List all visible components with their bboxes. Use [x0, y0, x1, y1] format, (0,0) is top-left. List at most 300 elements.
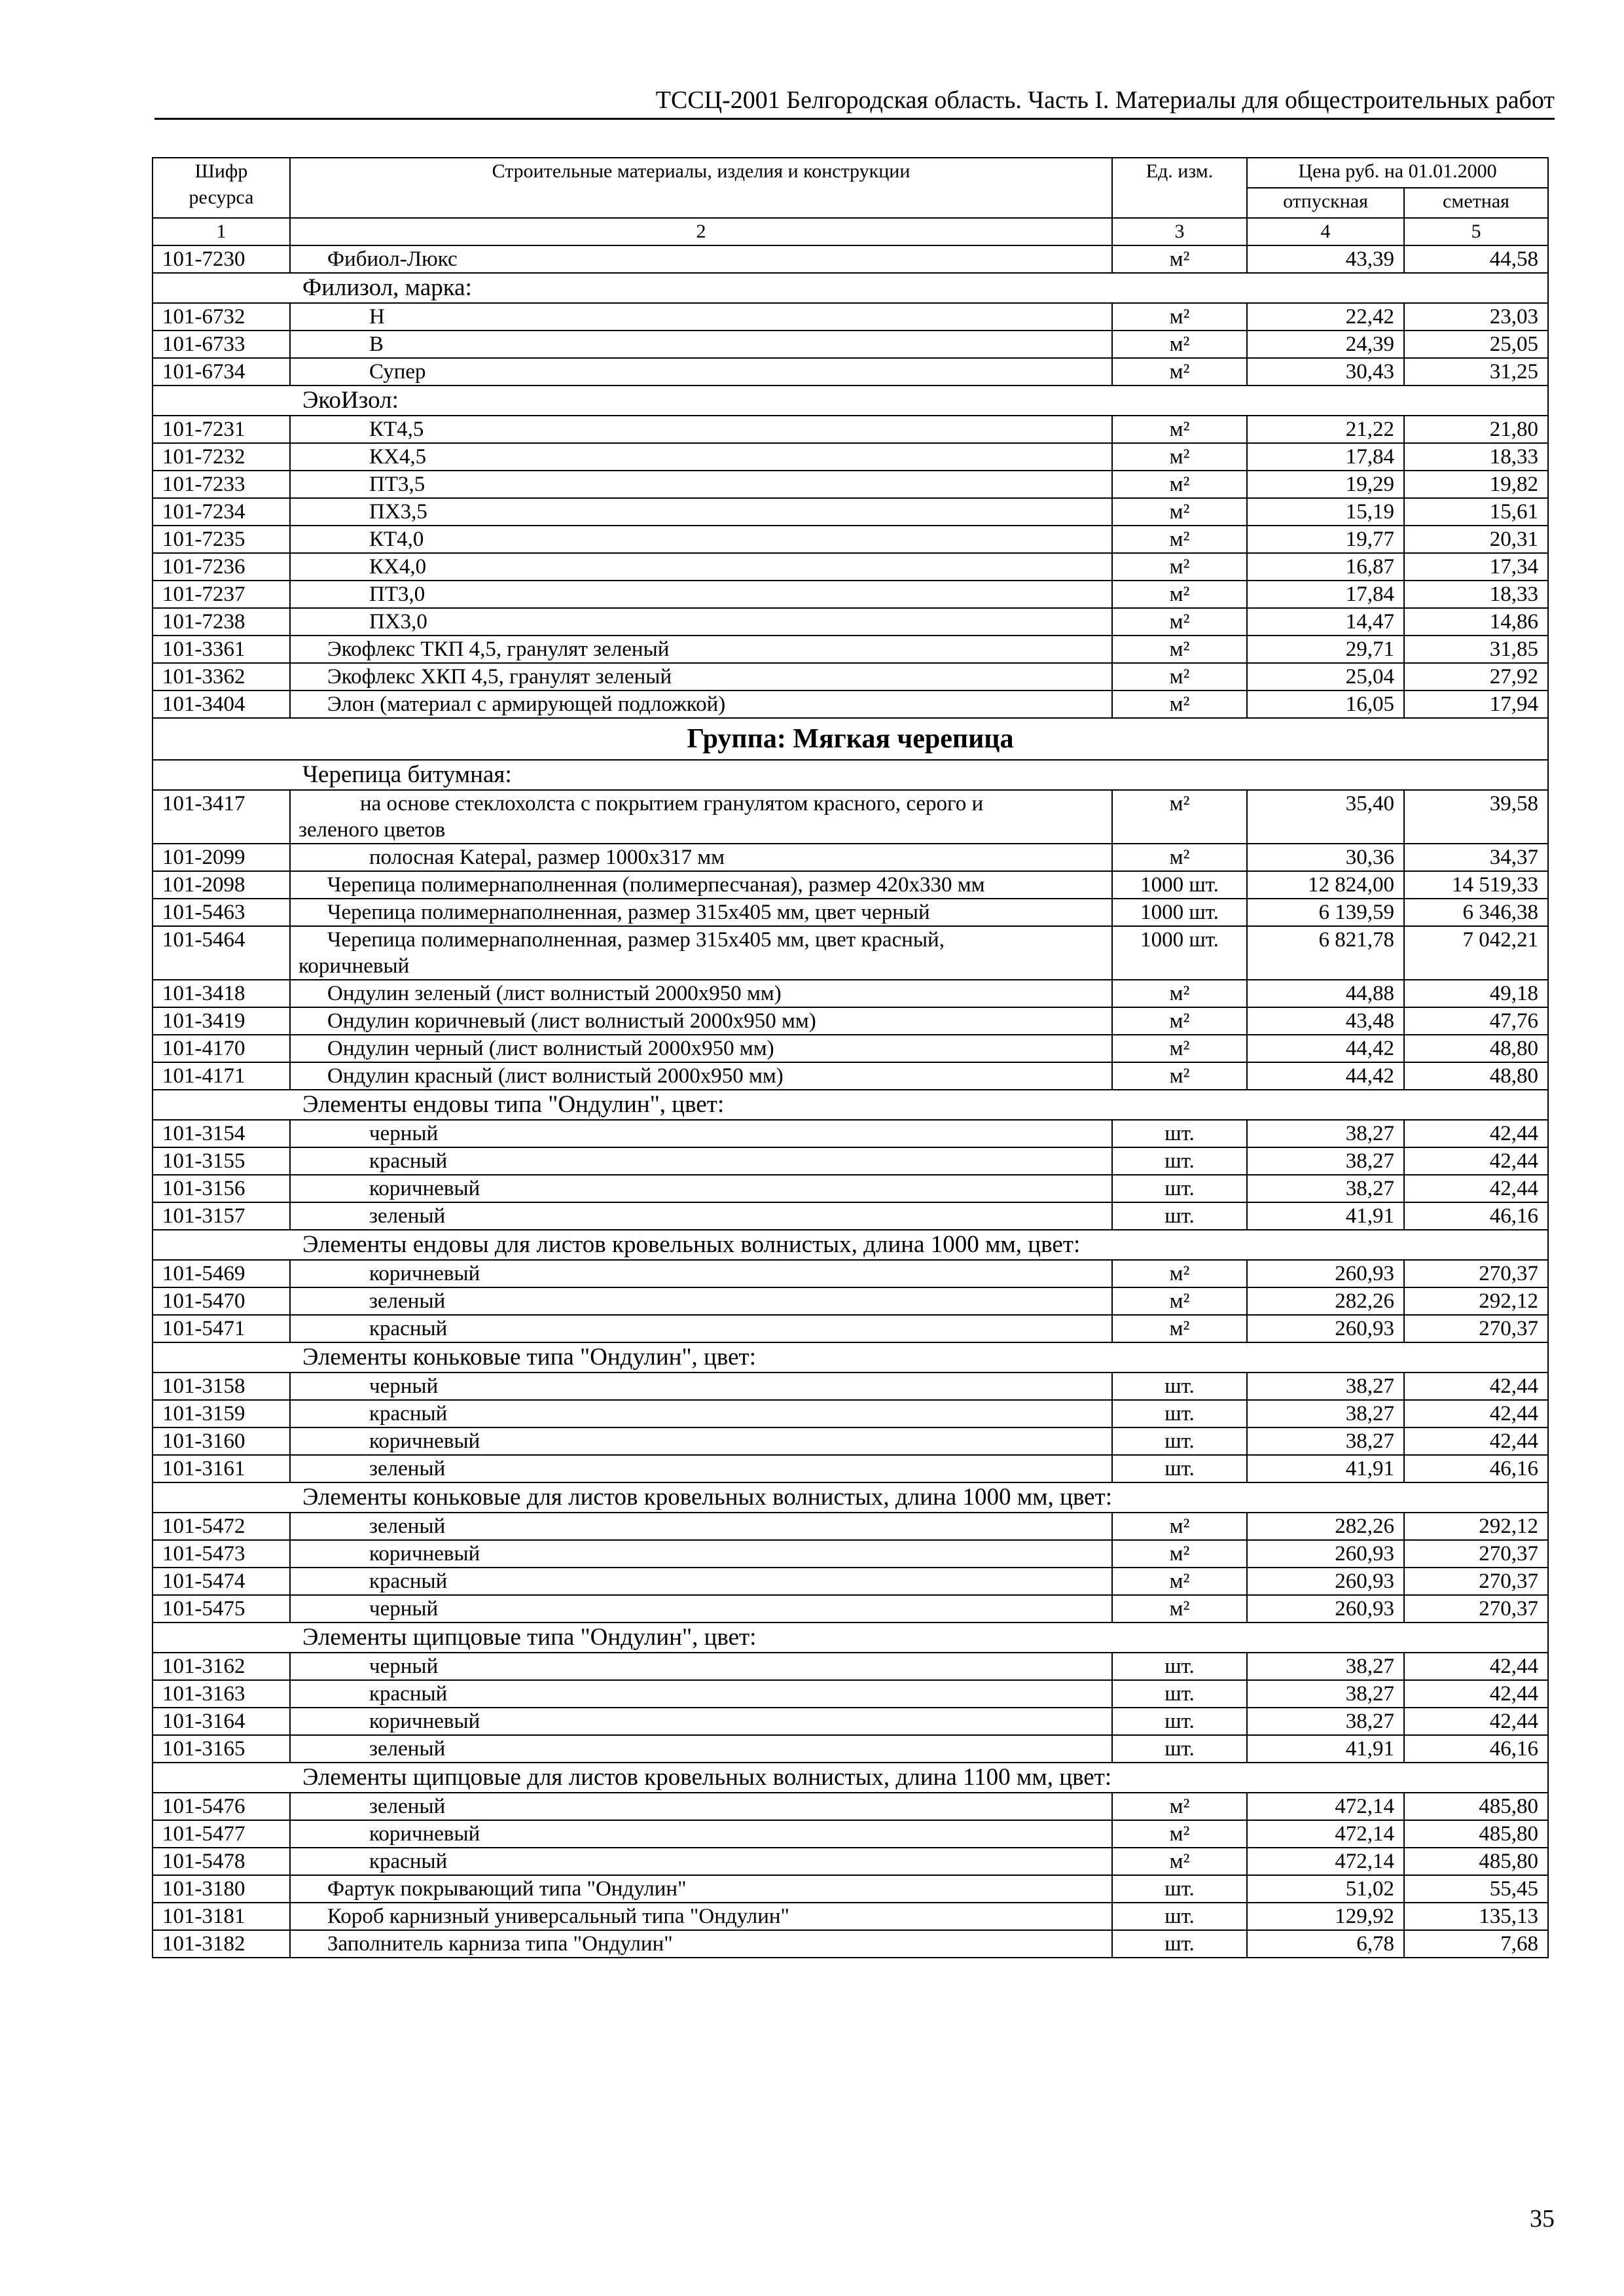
- material-name: Фартук покрывающий типа "Ондулин": [290, 1875, 1112, 1903]
- table-row: [153, 1260, 1548, 1287]
- resource-code: 101-3159: [153, 1400, 290, 1427]
- material-name: Н: [290, 303, 1112, 331]
- table-row: [153, 1540, 1548, 1568]
- material-name-line: коричневый: [298, 954, 410, 978]
- resource-code: 101-5472: [153, 1513, 290, 1540]
- material-name: красный: [290, 1400, 1112, 1427]
- price-estimate: 25,05: [1404, 331, 1548, 358]
- price-estimate: 42,44: [1404, 1175, 1548, 1202]
- material-name: КТ4,5: [290, 416, 1112, 443]
- resource-code: 101-7230: [153, 245, 290, 273]
- material-name: Супер: [290, 358, 1112, 386]
- material-name: зеленый: [290, 1455, 1112, 1482]
- resource-code: 101-5478: [153, 1848, 290, 1875]
- price-estimate: 18,33: [1404, 581, 1548, 608]
- table-row: [153, 1848, 1548, 1875]
- material-name: коричневый: [290, 1175, 1112, 1202]
- price-estimate: 14,86: [1404, 608, 1548, 636]
- material-name: красный: [290, 1568, 1112, 1595]
- resource-code: 101-4171: [153, 1062, 290, 1090]
- material-name-line: зеленого цветов: [298, 818, 446, 842]
- unit-of-measure: м²: [1112, 471, 1247, 498]
- price-estimate: 47,76: [1404, 1007, 1548, 1035]
- table-row: [153, 1315, 1548, 1342]
- price-estimate: 17,94: [1404, 691, 1548, 718]
- table-row: [153, 636, 1548, 663]
- resource-code: 101-3156: [153, 1175, 290, 1202]
- material-name: Короб карнизный универсальный типа "Ондулин": [290, 1903, 1112, 1930]
- material-name: коричневый: [290, 1427, 1112, 1455]
- unit-of-measure: шт.: [1112, 1147, 1247, 1175]
- material-name: Черепица полимернаполненная, размер 315х405 мм, цвет черный: [290, 899, 1112, 926]
- price-estimate: 31,25: [1404, 358, 1548, 386]
- resource-code: 101-6732: [153, 303, 290, 331]
- resource-code: 101-3181: [153, 1903, 290, 1930]
- price-estimate: 18,33: [1404, 443, 1548, 471]
- unit-of-measure: шт.: [1112, 1202, 1247, 1230]
- price-release: 38,27: [1247, 1653, 1404, 1680]
- price-estimate: 55,45: [1404, 1875, 1548, 1903]
- material-name: коричневый: [290, 1820, 1112, 1848]
- table-row: [153, 1427, 1548, 1455]
- price-estimate: 42,44: [1404, 1708, 1548, 1735]
- material-name: ПХ3,5: [290, 498, 1112, 526]
- material-name: Экофлекс ХКП 4,5, гранулят зеленый: [290, 663, 1112, 691]
- price-estimate: 485,80: [1404, 1820, 1548, 1848]
- resource-code: 101-3165: [153, 1735, 290, 1763]
- resource-code: 101-3158: [153, 1372, 290, 1400]
- resource-code: 101-3161: [153, 1455, 290, 1482]
- material-name: КХ4,0: [290, 553, 1112, 581]
- material-name: [290, 790, 1112, 844]
- material-name: Черепица полимернаполненная (полимерпесчаная), размер 420х330 мм: [290, 871, 1112, 899]
- price-release: 38,27: [1247, 1120, 1404, 1147]
- page-number: 35: [1530, 2205, 1555, 2233]
- resource-code: 101-3162: [153, 1653, 290, 1680]
- section-heading: Элементы коньковые типа "Ондулин", цвет:: [153, 1342, 1548, 1372]
- price-estimate: 7 042,21: [1404, 926, 1548, 980]
- section-heading: Элементы ендовы для листов кровельных волнистых, длина 1000 мм, цвет:: [153, 1230, 1548, 1260]
- section-heading-row: [153, 273, 1548, 303]
- price-estimate: 292,12: [1404, 1287, 1548, 1315]
- table-row: [153, 1708, 1548, 1735]
- table-row: [153, 1372, 1548, 1400]
- header-price-release: отпускная: [1247, 188, 1404, 218]
- table-row: [153, 1513, 1548, 1540]
- resource-code: 101-5476: [153, 1793, 290, 1820]
- material-name: черный: [290, 1372, 1112, 1400]
- price-release: 41,91: [1247, 1455, 1404, 1482]
- unit-of-measure: шт.: [1112, 1427, 1247, 1455]
- resource-code: 101-2099: [153, 844, 290, 871]
- resource-code: 101-7232: [153, 443, 290, 471]
- material-name: полосная Katepal, размер 1000х317 мм: [290, 844, 1112, 871]
- price-estimate: 42,44: [1404, 1427, 1548, 1455]
- price-release: 38,27: [1247, 1400, 1404, 1427]
- price-release: 260,93: [1247, 1568, 1404, 1595]
- resource-code: 101-7238: [153, 608, 290, 636]
- unit-of-measure: м²: [1112, 1007, 1247, 1035]
- price-release: 38,27: [1247, 1427, 1404, 1455]
- price-release: 472,14: [1247, 1820, 1404, 1848]
- price-estimate: 42,44: [1404, 1372, 1548, 1400]
- material-name: Ондулин черный (лист волнистый 2000х950 мм): [290, 1035, 1112, 1062]
- material-name: красный: [290, 1147, 1112, 1175]
- price-release: 38,27: [1247, 1147, 1404, 1175]
- price-estimate: 19,82: [1404, 471, 1548, 498]
- price-release: 472,14: [1247, 1848, 1404, 1875]
- price-release: 22,42: [1247, 303, 1404, 331]
- price-estimate: 6 346,38: [1404, 899, 1548, 926]
- section-heading: Элементы щипцовые для листов кровельных волнистых, длина 1100 мм, цвет:: [153, 1763, 1548, 1793]
- table-row: [153, 1120, 1548, 1147]
- table-row: [153, 608, 1548, 636]
- header-name: Строительные материалы, изделия и конструкции: [290, 158, 1112, 218]
- unit-of-measure: шт.: [1112, 1175, 1247, 1202]
- price-release: 12 824,00: [1247, 871, 1404, 899]
- section-heading-row: [153, 1623, 1548, 1653]
- table-row: [153, 871, 1548, 899]
- material-name: Элон (материал с армирующей подложкой): [290, 691, 1112, 718]
- section-heading-row: [153, 1342, 1548, 1372]
- unit-of-measure: м²: [1112, 1035, 1247, 1062]
- table-row: [153, 553, 1548, 581]
- price-release: 6 821,78: [1247, 926, 1404, 980]
- unit-of-measure: шт.: [1112, 1930, 1247, 1958]
- section-heading: Филизол, марка:: [153, 273, 1548, 303]
- price-release: 24,39: [1247, 331, 1404, 358]
- section-heading-row: [153, 1482, 1548, 1513]
- price-release: 44,42: [1247, 1035, 1404, 1062]
- price-estimate: 23,03: [1404, 303, 1548, 331]
- table-row: [153, 526, 1548, 553]
- table-row: [153, 844, 1548, 871]
- price-release: 38,27: [1247, 1708, 1404, 1735]
- price-estimate: 270,37: [1404, 1595, 1548, 1623]
- unit-of-measure: м²: [1112, 245, 1247, 273]
- price-release: 21,22: [1247, 416, 1404, 443]
- table-row: [153, 790, 1548, 844]
- table-row: [153, 1680, 1548, 1708]
- unit-of-measure: шт.: [1112, 1120, 1247, 1147]
- header-price-estimate: сметная: [1404, 188, 1548, 218]
- price-release: 35,40: [1247, 790, 1404, 844]
- unit-of-measure: м²: [1112, 303, 1247, 331]
- material-name: зеленый: [290, 1513, 1112, 1540]
- price-release: 41,91: [1247, 1202, 1404, 1230]
- price-estimate: 17,34: [1404, 553, 1548, 581]
- resource-code: 101-3418: [153, 980, 290, 1007]
- group-heading-row: [153, 718, 1548, 760]
- unit-of-measure: м²: [1112, 608, 1247, 636]
- section-heading-row: [153, 1230, 1548, 1260]
- material-name: красный: [290, 1315, 1112, 1342]
- unit-of-measure: м²: [1112, 1062, 1247, 1090]
- price-release: 14,47: [1247, 608, 1404, 636]
- material-name: Экофлекс ТКП 4,5, гранулят зеленый: [290, 636, 1112, 663]
- table-row: [153, 980, 1548, 1007]
- price-release: 41,91: [1247, 1735, 1404, 1763]
- resource-code: 101-7235: [153, 526, 290, 553]
- table-row: [153, 416, 1548, 443]
- unit-of-measure: м²: [1112, 553, 1247, 581]
- unit-of-measure: м²: [1112, 1287, 1247, 1315]
- unit-of-measure: 1000 шт.: [1112, 871, 1247, 899]
- table-row: [153, 1147, 1548, 1175]
- header-price: Цена руб. на 01.01.2000: [1247, 158, 1548, 188]
- unit-of-measure: м²: [1112, 498, 1247, 526]
- material-name-line: на основе стеклохолста с покрытием гранулятом красного, серого и: [360, 792, 984, 816]
- unit-of-measure: м²: [1112, 1540, 1247, 1568]
- table-row: [153, 1035, 1548, 1062]
- unit-of-measure: м²: [1112, 1568, 1247, 1595]
- table-row: [153, 1903, 1548, 1930]
- table-row: [153, 1653, 1548, 1680]
- section-heading-row: [153, 1763, 1548, 1793]
- unit-of-measure: 1000 шт.: [1112, 926, 1247, 980]
- resource-code: 101-3362: [153, 663, 290, 691]
- price-estimate: 270,37: [1404, 1260, 1548, 1287]
- column-number: 2: [290, 218, 1112, 245]
- price-release: 25,04: [1247, 663, 1404, 691]
- price-estimate: 270,37: [1404, 1540, 1548, 1568]
- price-estimate: 485,80: [1404, 1793, 1548, 1820]
- resource-code: 101-5463: [153, 899, 290, 926]
- resource-code: 101-5470: [153, 1287, 290, 1315]
- price-release: 6 139,59: [1247, 899, 1404, 926]
- price-estimate: 46,16: [1404, 1735, 1548, 1763]
- material-name: [290, 926, 1112, 980]
- material-name: Ондулин коричневый (лист волнистый 2000х950 мм): [290, 1007, 1112, 1035]
- price-release: 43,39: [1247, 245, 1404, 273]
- resource-code: 101-7236: [153, 553, 290, 581]
- column-numbers-row: [153, 218, 1548, 245]
- unit-of-measure: м²: [1112, 790, 1247, 844]
- material-name: черный: [290, 1595, 1112, 1623]
- table-row: [153, 691, 1548, 718]
- unit-of-measure: м²: [1112, 691, 1247, 718]
- price-release: 30,43: [1247, 358, 1404, 386]
- unit-of-measure: шт.: [1112, 1400, 1247, 1427]
- price-release: 282,26: [1247, 1513, 1404, 1540]
- price-release: 51,02: [1247, 1875, 1404, 1903]
- price-estimate: 27,92: [1404, 663, 1548, 691]
- resource-code: 101-7237: [153, 581, 290, 608]
- price-table: [152, 157, 1549, 1958]
- price-release: 38,27: [1247, 1372, 1404, 1400]
- price-estimate: 48,80: [1404, 1035, 1548, 1062]
- unit-of-measure: м²: [1112, 636, 1247, 663]
- table-row: [153, 1875, 1548, 1903]
- unit-of-measure: шт.: [1112, 1680, 1247, 1708]
- group-heading: Группа: Мягкая черепица: [153, 718, 1548, 760]
- resource-code: 101-3417: [153, 790, 290, 844]
- table-row: [153, 443, 1548, 471]
- price-release: 472,14: [1247, 1793, 1404, 1820]
- table-row: [153, 1793, 1548, 1820]
- column-number: 4: [1247, 218, 1404, 245]
- price-release: 6,78: [1247, 1930, 1404, 1958]
- resource-code: 101-3155: [153, 1147, 290, 1175]
- unit-of-measure: м²: [1112, 1513, 1247, 1540]
- table-row: [153, 498, 1548, 526]
- price-estimate: 21,80: [1404, 416, 1548, 443]
- price-estimate: 42,44: [1404, 1400, 1548, 1427]
- table-header: [153, 158, 1548, 245]
- material-name: красный: [290, 1848, 1112, 1875]
- unit-of-measure: шт.: [1112, 1455, 1247, 1482]
- unit-of-measure: м²: [1112, 1260, 1247, 1287]
- resource-code: 101-2098: [153, 871, 290, 899]
- table-row: [153, 245, 1548, 273]
- price-release: 17,84: [1247, 581, 1404, 608]
- resource-code: 101-3404: [153, 691, 290, 718]
- column-number: 3: [1112, 218, 1247, 245]
- unit-of-measure: м²: [1112, 581, 1247, 608]
- table-row: [153, 1287, 1548, 1315]
- resource-code: 101-3154: [153, 1120, 290, 1147]
- table-row: [153, 926, 1548, 980]
- unit-of-measure: м²: [1112, 1848, 1247, 1875]
- section-heading: Элементы щипцовые типа "Ондулин", цвет:: [153, 1623, 1548, 1653]
- table-row: [153, 1568, 1548, 1595]
- material-name: зеленый: [290, 1735, 1112, 1763]
- price-release: 19,29: [1247, 471, 1404, 498]
- section-heading-row: [153, 760, 1548, 790]
- resource-code: 101-5473: [153, 1540, 290, 1568]
- price-release: 43,48: [1247, 1007, 1404, 1035]
- price-release: 282,26: [1247, 1287, 1404, 1315]
- material-name: зеленый: [290, 1202, 1112, 1230]
- resource-code: 101-3160: [153, 1427, 290, 1455]
- table-row: [153, 331, 1548, 358]
- material-name-line: Черепица полимернаполненная, размер 315х405 мм, цвет красный,: [327, 928, 945, 952]
- table-row: [153, 1400, 1548, 1427]
- price-release: 260,93: [1247, 1540, 1404, 1568]
- material-name: ПТ3,0: [290, 581, 1112, 608]
- price-release: 29,71: [1247, 636, 1404, 663]
- section-heading: Элементы ендовы типа "Ондулин", цвет:: [153, 1090, 1548, 1120]
- unit-of-measure: м²: [1112, 443, 1247, 471]
- price-estimate: 39,58: [1404, 790, 1548, 844]
- price-estimate: 46,16: [1404, 1202, 1548, 1230]
- resource-code: 101-4170: [153, 1035, 290, 1062]
- resource-code: 101-5464: [153, 926, 290, 980]
- unit-of-measure: шт.: [1112, 1735, 1247, 1763]
- price-release: 16,87: [1247, 553, 1404, 581]
- material-name: черный: [290, 1120, 1112, 1147]
- unit-of-measure: м²: [1112, 1595, 1247, 1623]
- resource-code: 101-5471: [153, 1315, 290, 1342]
- price-release: 16,05: [1247, 691, 1404, 718]
- material-name: ПТ3,5: [290, 471, 1112, 498]
- price-estimate: 34,37: [1404, 844, 1548, 871]
- unit-of-measure: м²: [1112, 1793, 1247, 1820]
- price-estimate: 270,37: [1404, 1568, 1548, 1595]
- price-estimate: 7,68: [1404, 1930, 1548, 1958]
- price-release: 15,19: [1247, 498, 1404, 526]
- material-name: коричневый: [290, 1708, 1112, 1735]
- table-row: [153, 1007, 1548, 1035]
- price-estimate: 48,80: [1404, 1062, 1548, 1090]
- price-estimate: 42,44: [1404, 1680, 1548, 1708]
- table-row: [153, 1062, 1548, 1090]
- column-number: 5: [1404, 218, 1548, 245]
- price-release: 17,84: [1247, 443, 1404, 471]
- price-release: 44,42: [1247, 1062, 1404, 1090]
- unit-of-measure: шт.: [1112, 1903, 1247, 1930]
- material-name: черный: [290, 1653, 1112, 1680]
- table-row: [153, 1930, 1548, 1958]
- material-name: Фибиол-Люкс: [290, 245, 1112, 273]
- price-estimate: 15,61: [1404, 498, 1548, 526]
- table-row: [153, 303, 1548, 331]
- price-release: 260,93: [1247, 1315, 1404, 1342]
- unit-of-measure: шт.: [1112, 1653, 1247, 1680]
- price-estimate: 20,31: [1404, 526, 1548, 553]
- price-estimate: 44,58: [1404, 245, 1548, 273]
- resource-code: 101-3182: [153, 1930, 290, 1958]
- resource-code: 101-3157: [153, 1202, 290, 1230]
- price-estimate: 42,44: [1404, 1653, 1548, 1680]
- table-row: [153, 1820, 1548, 1848]
- resource-code: 101-6733: [153, 331, 290, 358]
- resource-code: 101-5469: [153, 1260, 290, 1287]
- price-estimate: 49,18: [1404, 980, 1548, 1007]
- unit-of-measure: м²: [1112, 358, 1247, 386]
- resource-code: 101-5477: [153, 1820, 290, 1848]
- resource-code: 101-5475: [153, 1595, 290, 1623]
- resource-code: 101-3163: [153, 1680, 290, 1708]
- page-header: [154, 82, 1555, 120]
- price-release: 38,27: [1247, 1680, 1404, 1708]
- table-row: [153, 1455, 1548, 1482]
- price-release: 260,93: [1247, 1260, 1404, 1287]
- material-name: коричневый: [290, 1540, 1112, 1568]
- price-estimate: 135,13: [1404, 1903, 1548, 1930]
- material-name: В: [290, 331, 1112, 358]
- unit-of-measure: м²: [1112, 331, 1247, 358]
- price-estimate: 485,80: [1404, 1848, 1548, 1875]
- unit-of-measure: м²: [1112, 526, 1247, 553]
- price-release: 19,77: [1247, 526, 1404, 553]
- unit-of-measure: м²: [1112, 1315, 1247, 1342]
- table-row: [153, 899, 1548, 926]
- table-row: [153, 1202, 1548, 1230]
- unit-of-measure: м²: [1112, 844, 1247, 871]
- section-heading: ЭкоИзол:: [153, 386, 1548, 416]
- resource-code: 101-5474: [153, 1568, 290, 1595]
- section-heading: Элементы коньковые для листов кровельных волнистых, длина 1000 мм, цвет:: [153, 1482, 1548, 1513]
- resource-code: 101-7231: [153, 416, 290, 443]
- resource-code: 101-3180: [153, 1875, 290, 1903]
- table-row: [153, 581, 1548, 608]
- price-estimate: 46,16: [1404, 1455, 1548, 1482]
- price-release: 38,27: [1247, 1175, 1404, 1202]
- table-row: [153, 471, 1548, 498]
- unit-of-measure: м²: [1112, 663, 1247, 691]
- price-estimate: 42,44: [1404, 1147, 1548, 1175]
- resource-code: 101-6734: [153, 358, 290, 386]
- resource-code: 101-3361: [153, 636, 290, 663]
- section-heading-row: [153, 1090, 1548, 1120]
- table-row: [153, 1175, 1548, 1202]
- material-name: Ондулин зеленый (лист волнистый 2000х950 мм): [290, 980, 1112, 1007]
- price-estimate: 31,85: [1404, 636, 1548, 663]
- table-row: [153, 1735, 1548, 1763]
- section-heading-row: [153, 386, 1548, 416]
- material-name: красный: [290, 1680, 1112, 1708]
